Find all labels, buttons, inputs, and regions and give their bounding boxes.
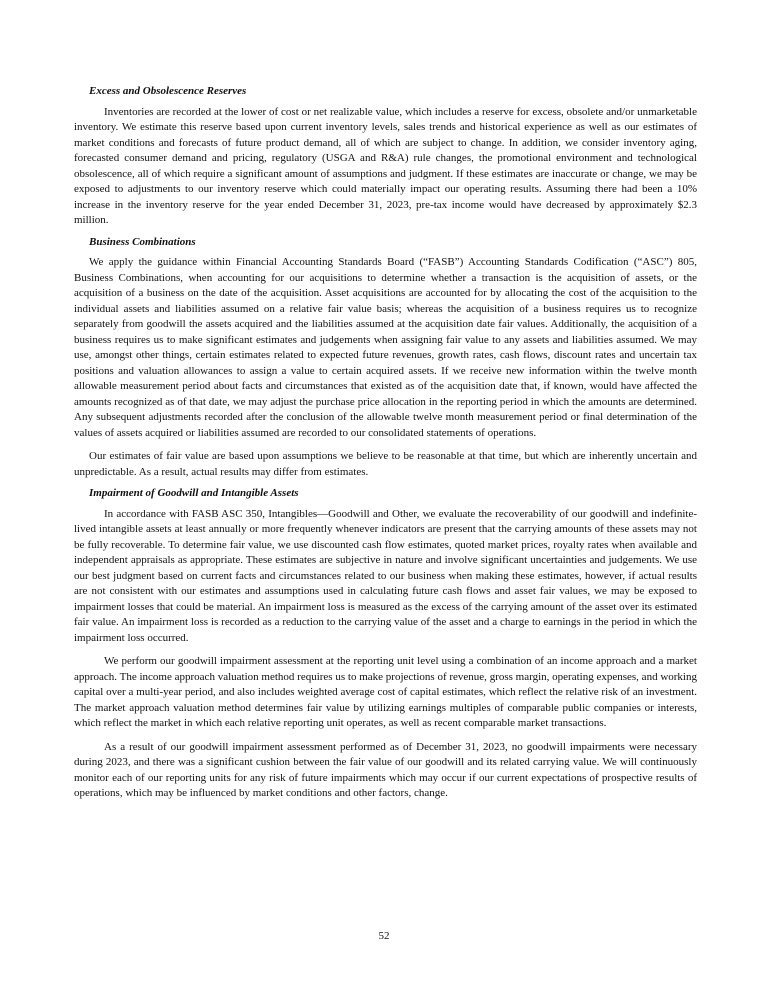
paragraph-impairment-2: We perform our goodwill impairment assessment at the reporting unit level using a combination of an income approach and a market approach. The income approach valuation method requires us to make projections of revenue, gross margin, operating expenses, and working capital over a multi-year period, and also includes weighted average cost of capital estimates, which reflect the relative risk of an investment. The market approach valuation method determines fair value by utilizing earnings multiples of comparable public companies or interests, which reflect the market in which each relative reporting unit operates, as well as recent comparable market transactions. bbox=[74, 655, 697, 729]
paragraph-business-combinations-2: Our estimates of fair value are based upon assumptions we believe to be reasonable at that time, but which are inherently uncertain and unpredictable. As a result, actual results may differ from estimates. bbox=[74, 450, 697, 478]
paragraph-business-combinations-1: We apply the guidance within Financial Accounting Standards Board (“FASB”) Accounting Standards Codification (“ASC”) 805, Business Combinations, when accounting for our acquisitions to determine whether a transaction is the acquisition of assets, or the acquisition of a business on the date of the acquisition. Asset acquisitions are accounted for by allocating the cost of the acquisition to the individual assets and liabilities assumed on a relative fair value basis; whereas the acquisition of a business requires us to recognize separately from goodwill the assets acquired and the liabilities assumed at the acquisition date fair values. Additionally, the acquisition of a business requires us to make significant estimates and judgements when assigning fair value to any assets and liabilities assumed. We may use, amongst other things, certain estimates related to expected future revenues, growth rates, cash flows, discount rates and uncertain tax positions and valuation allowances to assign a value to certain acquired assets. If we receive new information within the twelve month allowable measurement period about facts and circumstances that existed as of the acquisition date that, if known, would have affected the amounts recognized as of that date, we may adjust the purchase price allocation in the reporting period in which the amounts are determined. Any subsequent adjustments recorded after the conclusion of the allowable twelve month measurement period or final determination of the values of assets acquired or liabilities assumed are recorded to our consolidated statements of operations. bbox=[74, 256, 697, 439]
section-heading-business-combinations: Business Combinations bbox=[89, 235, 196, 248]
section-heading-impairment: Impairment of Goodwill and Intangible Assets bbox=[89, 487, 299, 499]
paragraph-excess-obsolescence: Inventories are recorded at the lower of cost or net realizable value, which includes a reserve for excess, obsolete and/or unmarketable inventory. We estimate this reserve based upon current inventory levels, sales trends and historical experience as well as our estimates of market conditions and forecasts of future product demand, all of which are subject to change. In addition, we consider inventory aging, forecasted consumer demand and pricing, regulatory (USGA and R&A) rule changes, the promotional environment and technological obsolescence, all of which require a significant amount of assumptions and judgment. If these estimates are inaccurate or change, we may be exposed to adjustments to our inventory reserve which could materially impact our operating results. Assuming there had been a 10% increase in the inventory reserve for the year ended December 31, 2023, pre-tax income would have decreased by approximately $2.3 million. bbox=[74, 105, 697, 226]
paragraph-impairment-1: In accordance with FASB ASC 350, Intangibles—Goodwill and Other, we evaluate the recoverability of our goodwill and indefinite-lived intangible assets at least annually or more frequently whenever indicators are present that the carrying amounts of these assets may not be fully recoverable. To determine fair value, we use discounted cash flow estimates, quoted market prices, royalty rates when available and independent appraisals as appropriate. These estimates are subjective in nature and involve significant uncertainties and judgements. We use our best judgment based on current facts and circumstances related to our business when making these estimates, however, if actual results are not consistent with our estimates and assumptions used in calculating future cash flows and asset fair values, we may be exposed to impairment losses that could be material. An impairment loss is measured as the excess of the carrying amount of the asset over its estimated fair value. An impairment loss is recorded as a reduction to the carrying value of the asset and a charge to earnings in the period in which the impairment loss occurred. bbox=[74, 507, 697, 644]
page-number: 52 bbox=[378, 930, 390, 942]
document-body bbox=[74, 84, 697, 808]
paragraph-impairment-3: As a result of our goodwill impairment assessment performed as of December 31, 2023, no goodwill impairments were necessary during 2023, and there was a significant cushion between the fair value of our goodwill and its related carrying value. We will continuously monitor each of our reporting units for any risk of future impairments which may occur if our current expectations of prospective results of operations, which may be influenced by market conditions and other factors, change. bbox=[74, 740, 697, 799]
section-heading-excess-obsolescence: Excess and Obsolescence Reserves bbox=[89, 85, 247, 97]
